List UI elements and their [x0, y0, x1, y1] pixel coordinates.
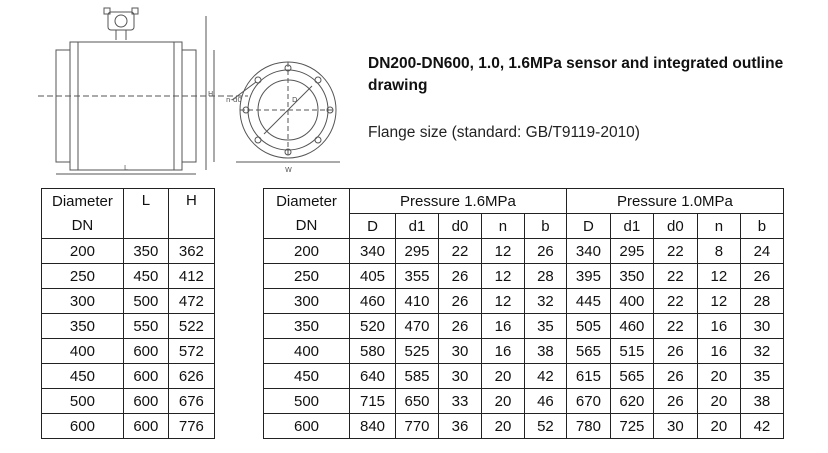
label-D: D: [292, 96, 298, 104]
cell-dn: 400: [264, 339, 350, 364]
cell-dn: 600: [42, 414, 124, 439]
cell-h: 572: [168, 339, 214, 364]
sensor-body: [78, 42, 174, 170]
cell-d0-10: 22: [653, 239, 697, 264]
cell-d0-10: 22: [653, 264, 697, 289]
cell-n-10: 12: [697, 289, 740, 314]
cell-d1-10: 725: [610, 414, 653, 439]
outline-drawing: [20, 2, 360, 180]
table-row: [42, 364, 784, 389]
cell-d0-10: 22: [653, 314, 697, 339]
cell-D-16: 520: [349, 314, 395, 339]
cell-b-16: 26: [524, 239, 566, 264]
cell-b-10: 24: [740, 239, 783, 264]
cell-d1-10: 620: [610, 389, 653, 414]
cell-d1-10: 460: [610, 314, 653, 339]
cell-l: 450: [123, 264, 168, 289]
cell-b-16: 42: [524, 364, 566, 389]
header-b-16: b: [524, 214, 566, 239]
header-dn-left: DN: [42, 214, 124, 239]
cell-d1-16: 410: [396, 289, 439, 314]
cell-dn: 200: [264, 239, 350, 264]
cell-d0-16: 26: [439, 289, 482, 314]
cell-n-16: 20: [481, 364, 524, 389]
label-n-d0: n-d0: [226, 96, 242, 104]
cell-b-10: 35: [740, 364, 783, 389]
label-H: H: [208, 90, 214, 98]
cell-D-16: 580: [349, 339, 395, 364]
cell-n-16: 20: [481, 414, 524, 439]
cell-h: 362: [168, 239, 214, 264]
cell-d1-16: 585: [396, 364, 439, 389]
cell-D-10: 565: [566, 339, 610, 364]
label-L: L: [124, 164, 128, 172]
cell-n-16: 16: [481, 314, 524, 339]
cell-l: 550: [123, 314, 168, 339]
cell-dn: 250: [42, 264, 124, 289]
cell-dn: 200: [42, 239, 124, 264]
table-row: [42, 264, 784, 289]
cell-dn: 450: [42, 364, 124, 389]
cell-d1-10: 515: [610, 339, 653, 364]
cell-dn: 400: [42, 339, 124, 364]
header-diameter-left: Diameter: [42, 189, 124, 214]
left-flange: [56, 42, 78, 170]
cell-b-16: 46: [524, 389, 566, 414]
cell-dn: 350: [42, 314, 124, 339]
flange-end-view: [232, 62, 340, 162]
header-D-16: D: [349, 214, 395, 239]
cell-D-10: 505: [566, 314, 610, 339]
cell-dn: 600: [264, 414, 350, 439]
cell-n-10: 16: [697, 314, 740, 339]
cell-h: 776: [168, 414, 214, 439]
cell-D-10: 670: [566, 389, 610, 414]
header-d0-16: d0: [439, 214, 482, 239]
table-gap: [214, 189, 263, 439]
header-n-10: n: [697, 214, 740, 239]
flange-standard-caption: Flange size (standard: GB/T9119-2010): [368, 124, 640, 141]
cell-dn: 300: [42, 289, 124, 314]
cell-d1-16: 295: [396, 239, 439, 264]
cell-dn: 500: [264, 389, 350, 414]
cell-D-16: 715: [349, 389, 395, 414]
cell-n-10: 20: [697, 364, 740, 389]
cell-d1-10: 350: [610, 264, 653, 289]
right-flange: [174, 42, 196, 170]
cell-D-10: 395: [566, 264, 610, 289]
cell-n-16: 20: [481, 389, 524, 414]
table-row: [42, 389, 784, 414]
cell-b-16: 52: [524, 414, 566, 439]
cell-D-10: 615: [566, 364, 610, 389]
cell-D-16: 840: [349, 414, 395, 439]
cell-n-10: 20: [697, 414, 740, 439]
cell-n-10: 8: [697, 239, 740, 264]
header-pressure-16: Pressure 1.6MPa: [349, 189, 566, 214]
cell-d0-10: 26: [653, 339, 697, 364]
header-b-10: b: [740, 214, 783, 239]
header-dn-right: DN: [264, 214, 350, 239]
cell-n-16: 12: [481, 239, 524, 264]
cell-l: 600: [123, 389, 168, 414]
cell-h: 472: [168, 289, 214, 314]
cell-b-16: 32: [524, 289, 566, 314]
cell-h: 412: [168, 264, 214, 289]
cell-d0-16: 33: [439, 389, 482, 414]
table-row: [42, 339, 784, 364]
cell-n-16: 12: [481, 289, 524, 314]
cell-d0-16: 36: [439, 414, 482, 439]
cell-d0-16: 22: [439, 239, 482, 264]
cell-l: 600: [123, 364, 168, 389]
cell-d0-10: 30: [653, 414, 697, 439]
cell-d0-10: 26: [653, 364, 697, 389]
cell-D-10: 340: [566, 239, 610, 264]
cell-b-16: 28: [524, 264, 566, 289]
cell-dn: 500: [42, 389, 124, 414]
cell-h: 676: [168, 389, 214, 414]
cell-d1-16: 355: [396, 264, 439, 289]
cell-d0-10: 22: [653, 289, 697, 314]
cell-b-16: 35: [524, 314, 566, 339]
cell-n-10: 12: [697, 264, 740, 289]
cell-D-10: 780: [566, 414, 610, 439]
cell-d1-10: 400: [610, 289, 653, 314]
cell-n-16: 16: [481, 339, 524, 364]
cell-b-16: 38: [524, 339, 566, 364]
cell-D-16: 405: [349, 264, 395, 289]
cell-d1-16: 525: [396, 339, 439, 364]
cell-dn: 450: [264, 364, 350, 389]
cell-n-16: 12: [481, 264, 524, 289]
header-H: H: [168, 189, 214, 239]
header-D-10: D: [566, 214, 610, 239]
table-header-row-1: [42, 189, 784, 214]
dimension-table: [41, 188, 784, 439]
table-row: [42, 239, 784, 264]
table-row: [42, 289, 784, 314]
header-d1-10: d1: [610, 214, 653, 239]
cell-b-10: 26: [740, 264, 783, 289]
header-d1-16: d1: [396, 214, 439, 239]
cell-b-10: 30: [740, 314, 783, 339]
cell-n-10: 20: [697, 389, 740, 414]
cell-D-16: 640: [349, 364, 395, 389]
cell-d1-10: 295: [610, 239, 653, 264]
cell-l: 600: [123, 414, 168, 439]
header-n-16: n: [481, 214, 524, 239]
header-pressure-10: Pressure 1.0MPa: [566, 189, 783, 214]
cell-d0-10: 26: [653, 389, 697, 414]
cell-D-16: 340: [349, 239, 395, 264]
cell-d0-16: 26: [439, 314, 482, 339]
cell-b-10: 28: [740, 289, 783, 314]
cell-b-10: 42: [740, 414, 783, 439]
cell-dn: 300: [264, 289, 350, 314]
cell-D-16: 460: [349, 289, 395, 314]
cell-l: 600: [123, 339, 168, 364]
cell-h: 522: [168, 314, 214, 339]
cell-l: 350: [123, 239, 168, 264]
cell-dn: 350: [264, 314, 350, 339]
header-diameter-right: Diameter: [264, 189, 350, 214]
cell-l: 500: [123, 289, 168, 314]
cell-d0-16: 26: [439, 264, 482, 289]
cell-h: 626: [168, 364, 214, 389]
converter-head: [104, 8, 138, 40]
table-row: [42, 314, 784, 339]
cell-d1-16: 770: [396, 414, 439, 439]
label-W: W: [285, 166, 292, 174]
cell-d1-16: 650: [396, 389, 439, 414]
header-d0-10: d0: [653, 214, 697, 239]
cell-D-10: 445: [566, 289, 610, 314]
cell-d0-16: 30: [439, 364, 482, 389]
cell-n-10: 16: [697, 339, 740, 364]
cell-d1-16: 470: [396, 314, 439, 339]
cell-d0-16: 30: [439, 339, 482, 364]
table-row: [42, 414, 784, 439]
cell-b-10: 38: [740, 389, 783, 414]
cell-d1-10: 565: [610, 364, 653, 389]
page-title: DN200-DN600, 1.0, 1.6MPa sensor and integrated outline drawing: [368, 55, 784, 94]
cell-b-10: 32: [740, 339, 783, 364]
cell-dn: 250: [264, 264, 350, 289]
header-L: L: [123, 189, 168, 239]
